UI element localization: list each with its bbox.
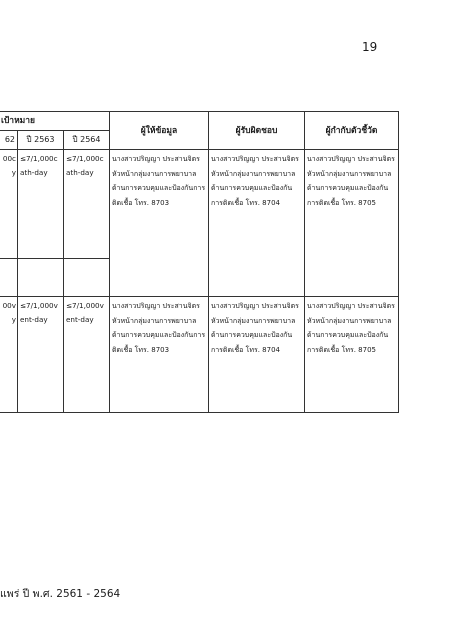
table-row bbox=[0, 297, 399, 413]
provider-cell: นางสาวปริญญา ประสานจิตร หัวหน้ากลุ่มงานการพยาบาลด้านการควบคุมและป้องกันการติดเชื้อ โทร. 8703 bbox=[110, 150, 209, 297]
header-supervisor: ผู้กำกับตัวชี้วัด bbox=[305, 112, 399, 150]
empty-cell bbox=[64, 259, 110, 297]
year-header: ปี 2563 bbox=[18, 131, 64, 150]
responsible-cell: นางสาวปริญญา ประสานจิตร หัวหน้ากลุ่มงานการพยาบาลด้านการควบคุมและป้องกันการติดเชื้อ โทร. 8704 bbox=[209, 297, 305, 413]
table-header-row bbox=[0, 112, 399, 131]
empty-cell bbox=[0, 259, 18, 297]
header-provider: ผู้ให้ข้อมูล bbox=[110, 112, 209, 150]
year-header: ปี 2564 bbox=[64, 131, 110, 150]
target-cell: ≤7/1,000c ath-day bbox=[18, 150, 64, 259]
target-cell: 00c y bbox=[0, 150, 18, 259]
target-cell: 00v y bbox=[0, 297, 18, 413]
target-cell: ≤7/1,000v ent-day bbox=[18, 297, 64, 413]
target-cell: ≤7/1,000c ath-day bbox=[64, 150, 110, 259]
table-row bbox=[0, 150, 399, 259]
indicator-table bbox=[0, 111, 399, 413]
empty-cell bbox=[18, 259, 64, 297]
target-cell: ≤7/1,000v ent-day bbox=[64, 297, 110, 413]
page-number: 19 bbox=[362, 40, 378, 54]
header-target: เป้าหมาย bbox=[0, 112, 110, 131]
supervisor-cell: นางสาวปริญญา ประสานจิตร หัวหน้ากลุ่มงานการพยาบาลด้านการควบคุมและป้องกันการติดเชื้อ โทร. 8705 bbox=[305, 297, 399, 413]
header-responsible: ผู้รับผิดชอบ bbox=[209, 112, 305, 150]
provider-cell: นางสาวปริญญา ประสานจิตร หัวหน้ากลุ่มงานการพยาบาลด้านการควบคุมและป้องกันการติดเชื้อ โทร. 8703 bbox=[110, 297, 209, 413]
document-footer: แพร่ ปี พ.ศ. 2561 - 2564 bbox=[0, 588, 121, 600]
supervisor-cell: นางสาวปริญญา ประสานจิตร หัวหน้ากลุ่มงานการพยาบาลด้านการควบคุมและป้องกันการติดเชื้อ โทร. 8705 bbox=[305, 150, 399, 297]
responsible-cell: นางสาวปริญญา ประสานจิตร หัวหน้ากลุ่มงานการพยาบาลด้านการควบคุมและป้องกันการติดเชื้อ โทร. 8704 bbox=[209, 150, 305, 297]
year-header: 62 bbox=[0, 131, 18, 150]
